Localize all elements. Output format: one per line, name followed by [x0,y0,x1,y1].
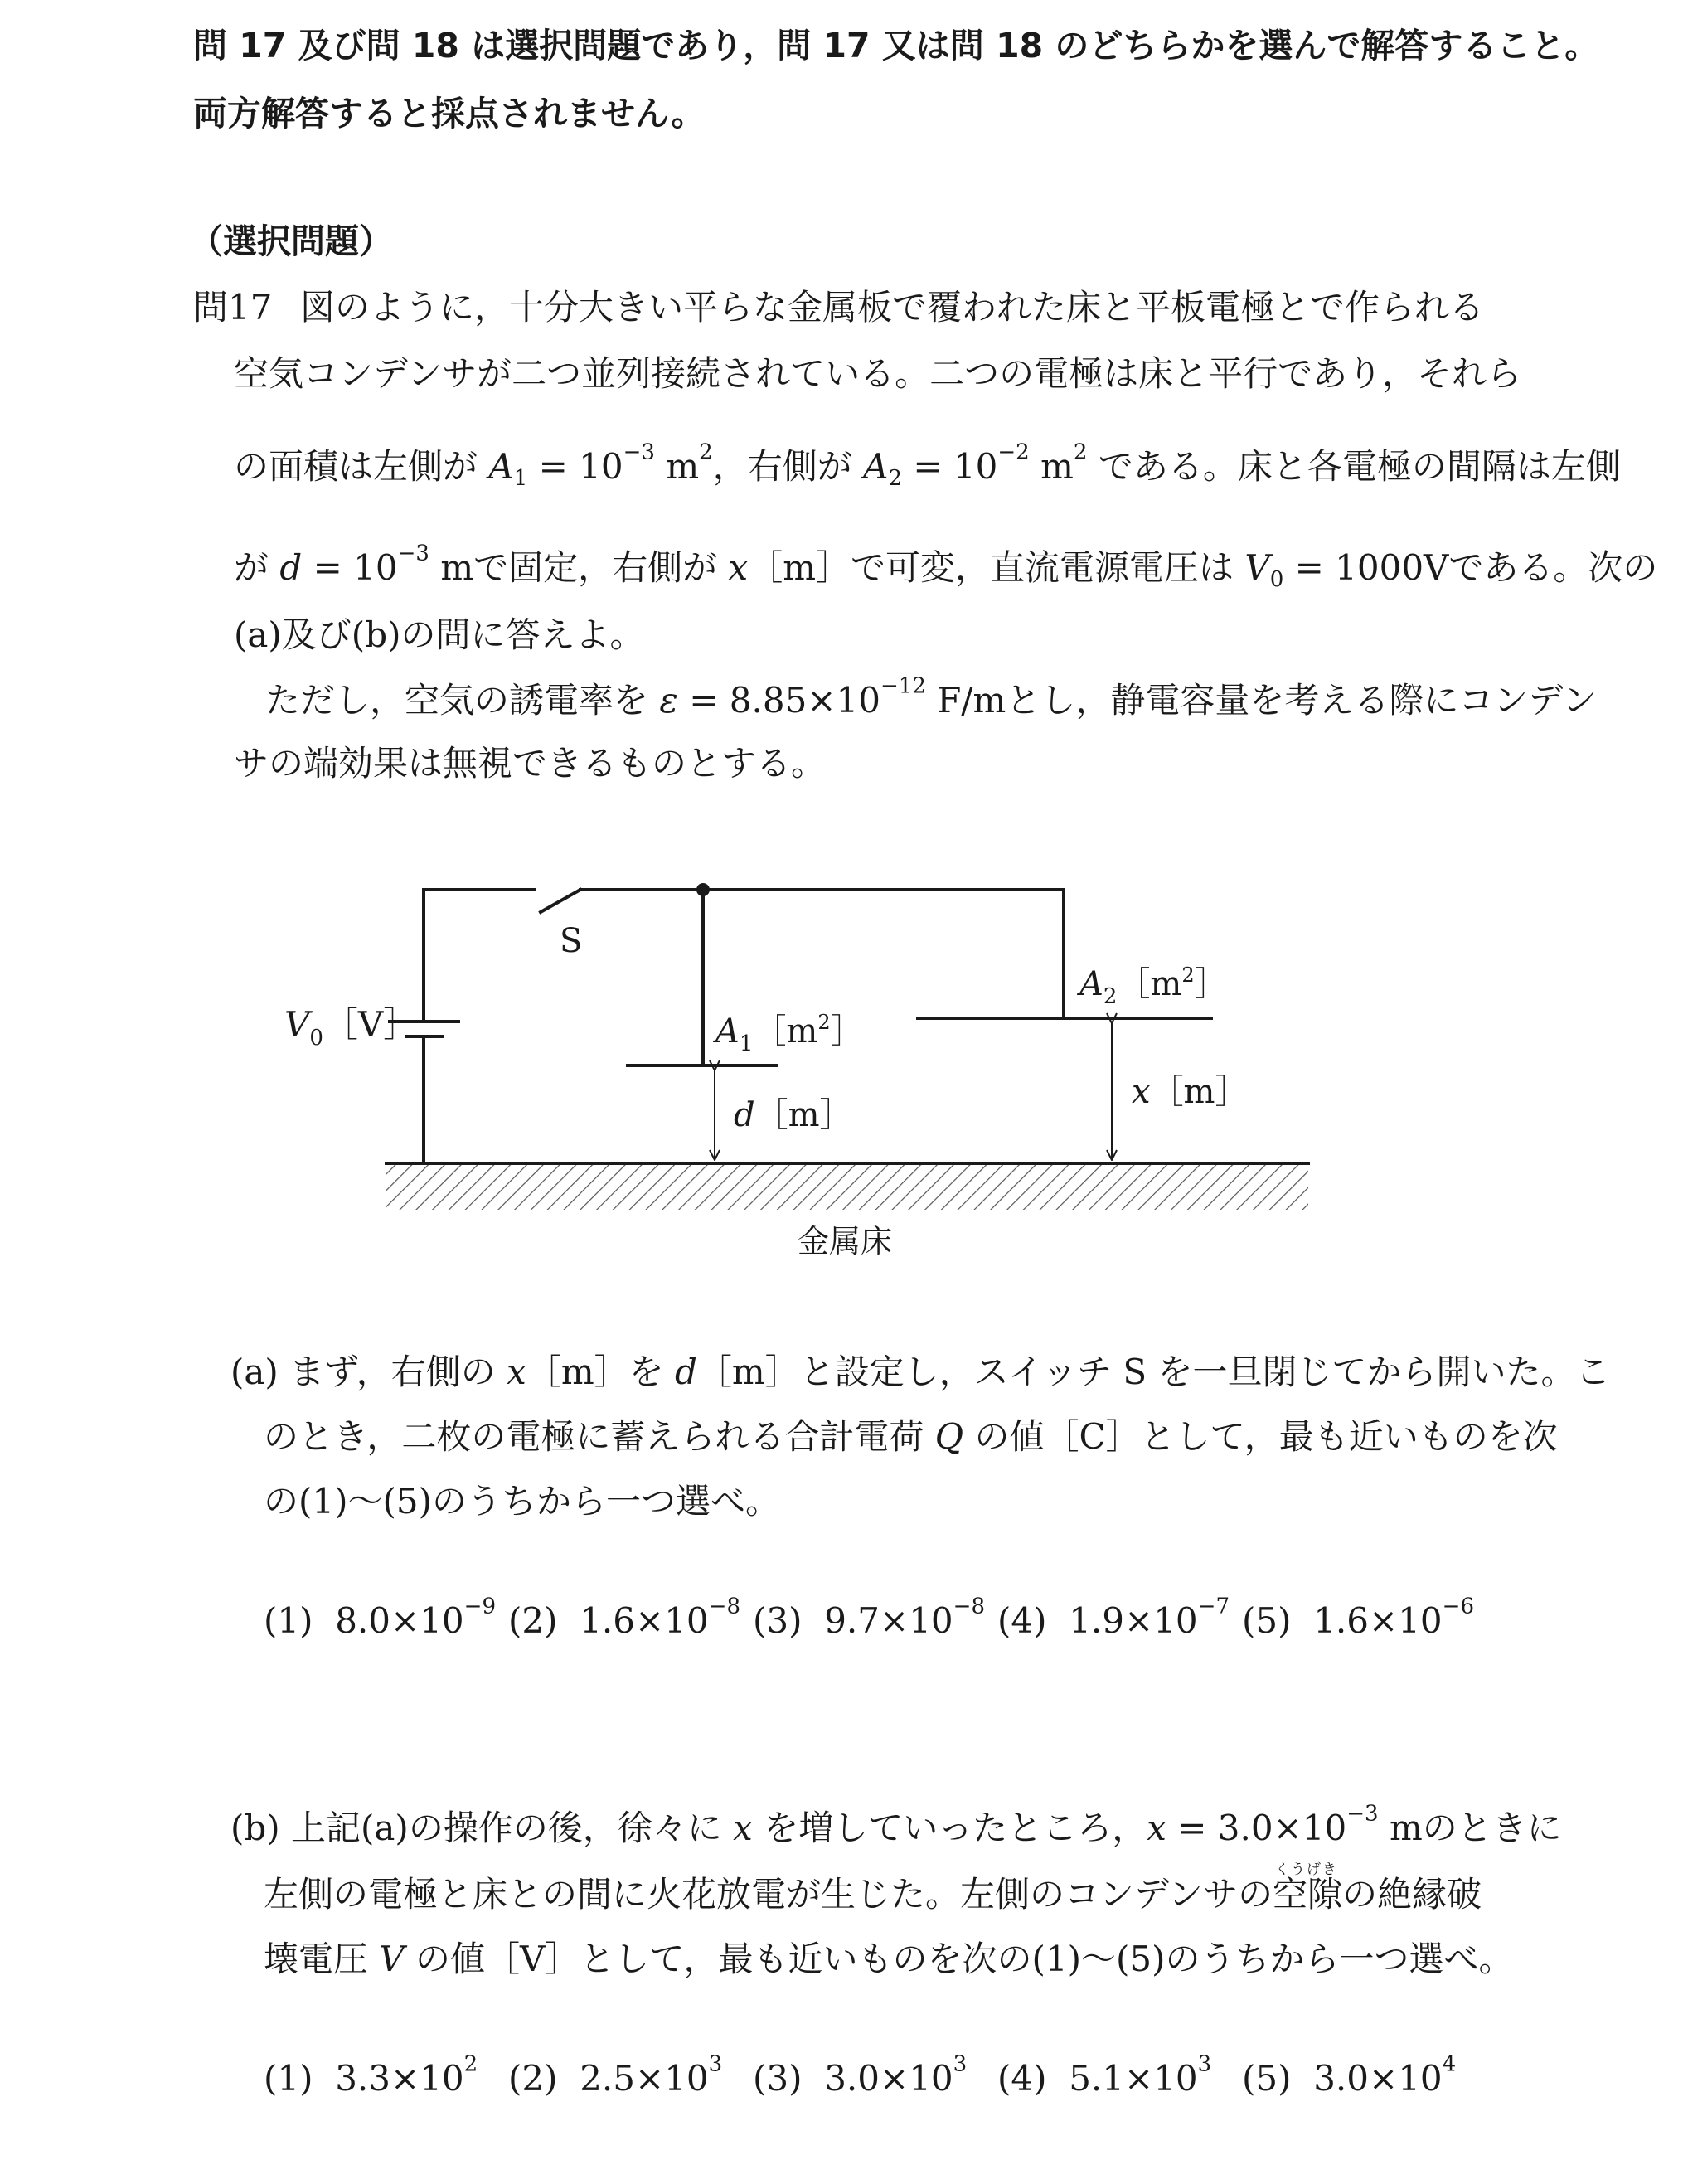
part-a-option-3[interactable]: (3) $9.7\times 10^{-8}$ [753,1594,986,1641]
wire-top [580,890,1064,1018]
question-line-7: サの端効果は無視できるものとする。 [234,743,827,784]
switch-label: S [560,922,583,960]
part-a-options [264,1594,1475,1641]
part-b-option-5[interactable]: (5) $3.0\times 10^4$ [1242,2051,1457,2099]
x-label: x［m］ [1132,1073,1249,1111]
junction-dot [696,883,710,896]
question-line-2: 空気コンデンサが二つ並列接続されている。二つの電極は床と平行であり，それら [234,353,1522,394]
part-b-line-3: 壊電圧 V の値［V］として，最も近いものを次の(1)～(5)のうちから一つ選べ。 [264,1939,1514,1979]
instructions-line-2: 両方解答すると採点されません。 [193,94,706,133]
part-b-option-2[interactable]: (2) $2.5\times 10^3$ [508,2051,723,2099]
question-line-3: の面積は左側が $A_1 = 10^{-3}$ $m^2$，右側が $A_2 = 10^{-2}$ $m^2$ である。床と各電極の間隔は左側 [234,439,1621,491]
part-b-line-2: 左側の電極と床との間に火花放電が生じた。左側のコンデンサの空隙の絶縁破 [264,1874,1482,1915]
switch-arm [541,890,580,912]
part-a-option-4[interactable]: (4) $1.9\times 10^{-7}$ [997,1594,1230,1641]
floor-label: 金属床 [798,1223,893,1259]
part-b-option-1[interactable]: (1) $3.3\times 10^2$ [264,2051,478,2099]
a1-label: $A_1[m^2]$ [715,1011,864,1056]
part-a-line-2: のとき，二枚の電極に蓄えられる合計電荷 Q の値［C］として，最も近いものを次 [264,1416,1558,1457]
part-a-option-2[interactable]: (2) $1.6\times 10^{-8}$ [508,1594,741,1641]
floor-hatch [386,1165,1308,1210]
d-label: d［m］ [734,1096,853,1134]
part-a-line-3: の(1)～(5)のうちから一つ選べ。 [264,1481,780,1522]
ruby-kugeki: くうげき [1275,1861,1338,1878]
wire-left [424,890,535,1022]
section-label: （選択問題） [189,221,393,261]
part-b-option-3[interactable]: (3) $3.0\times 10^3$ [753,2051,968,2099]
instructions-line-1: 問 17 及び問 18 は選択問題であり，問 17 又は問 18 のどちらかを選んで解答すること。 [193,26,1599,66]
question-line-1: 図のように，十分大きい平らな金属板で覆われた床と平板電極とで作られる [300,287,1485,328]
question-line-5: (a)及び(b)の問に答えよ。 [234,614,645,655]
part-a-option-5[interactable]: (5) $1.6\times 10^{-6}$ [1242,1594,1475,1641]
part-a-option-1[interactable]: (1) $8.0\times 10^{-9}$ [264,1594,497,1641]
a2-label: $A_2[m^2]$ [1079,963,1228,1009]
source-label: $V_0[V]$ [284,1004,419,1051]
question-line-4: が $d = 10^{-3}$ mで固定，右側が x［m］で可変，直流電源電圧は $V_0 = 1000V$である。次の [234,541,1658,592]
part-b-option-4[interactable]: (4) $5.1\times 10^3$ [997,2051,1212,2099]
question-number: 問17 [193,287,273,328]
part-b-options [264,2051,1457,2099]
question-line-6: ただし，空気の誘電率を $\varepsilon = 8.85\times 10^{-12}$ F/mとし，静電容量を考える際にコンデン [265,673,1598,721]
part-a-line-1: (a) まず，右側の x［m］を d［m］と設定し，スイッチ S を一旦閉じてから開いた。こ [230,1352,1611,1392]
part-b-line-1: (b) 上記(a)の操作の後，徐々に x を増していったところ，$x = 3.0\times 10^{-3}$ mのときに [230,1801,1562,1848]
